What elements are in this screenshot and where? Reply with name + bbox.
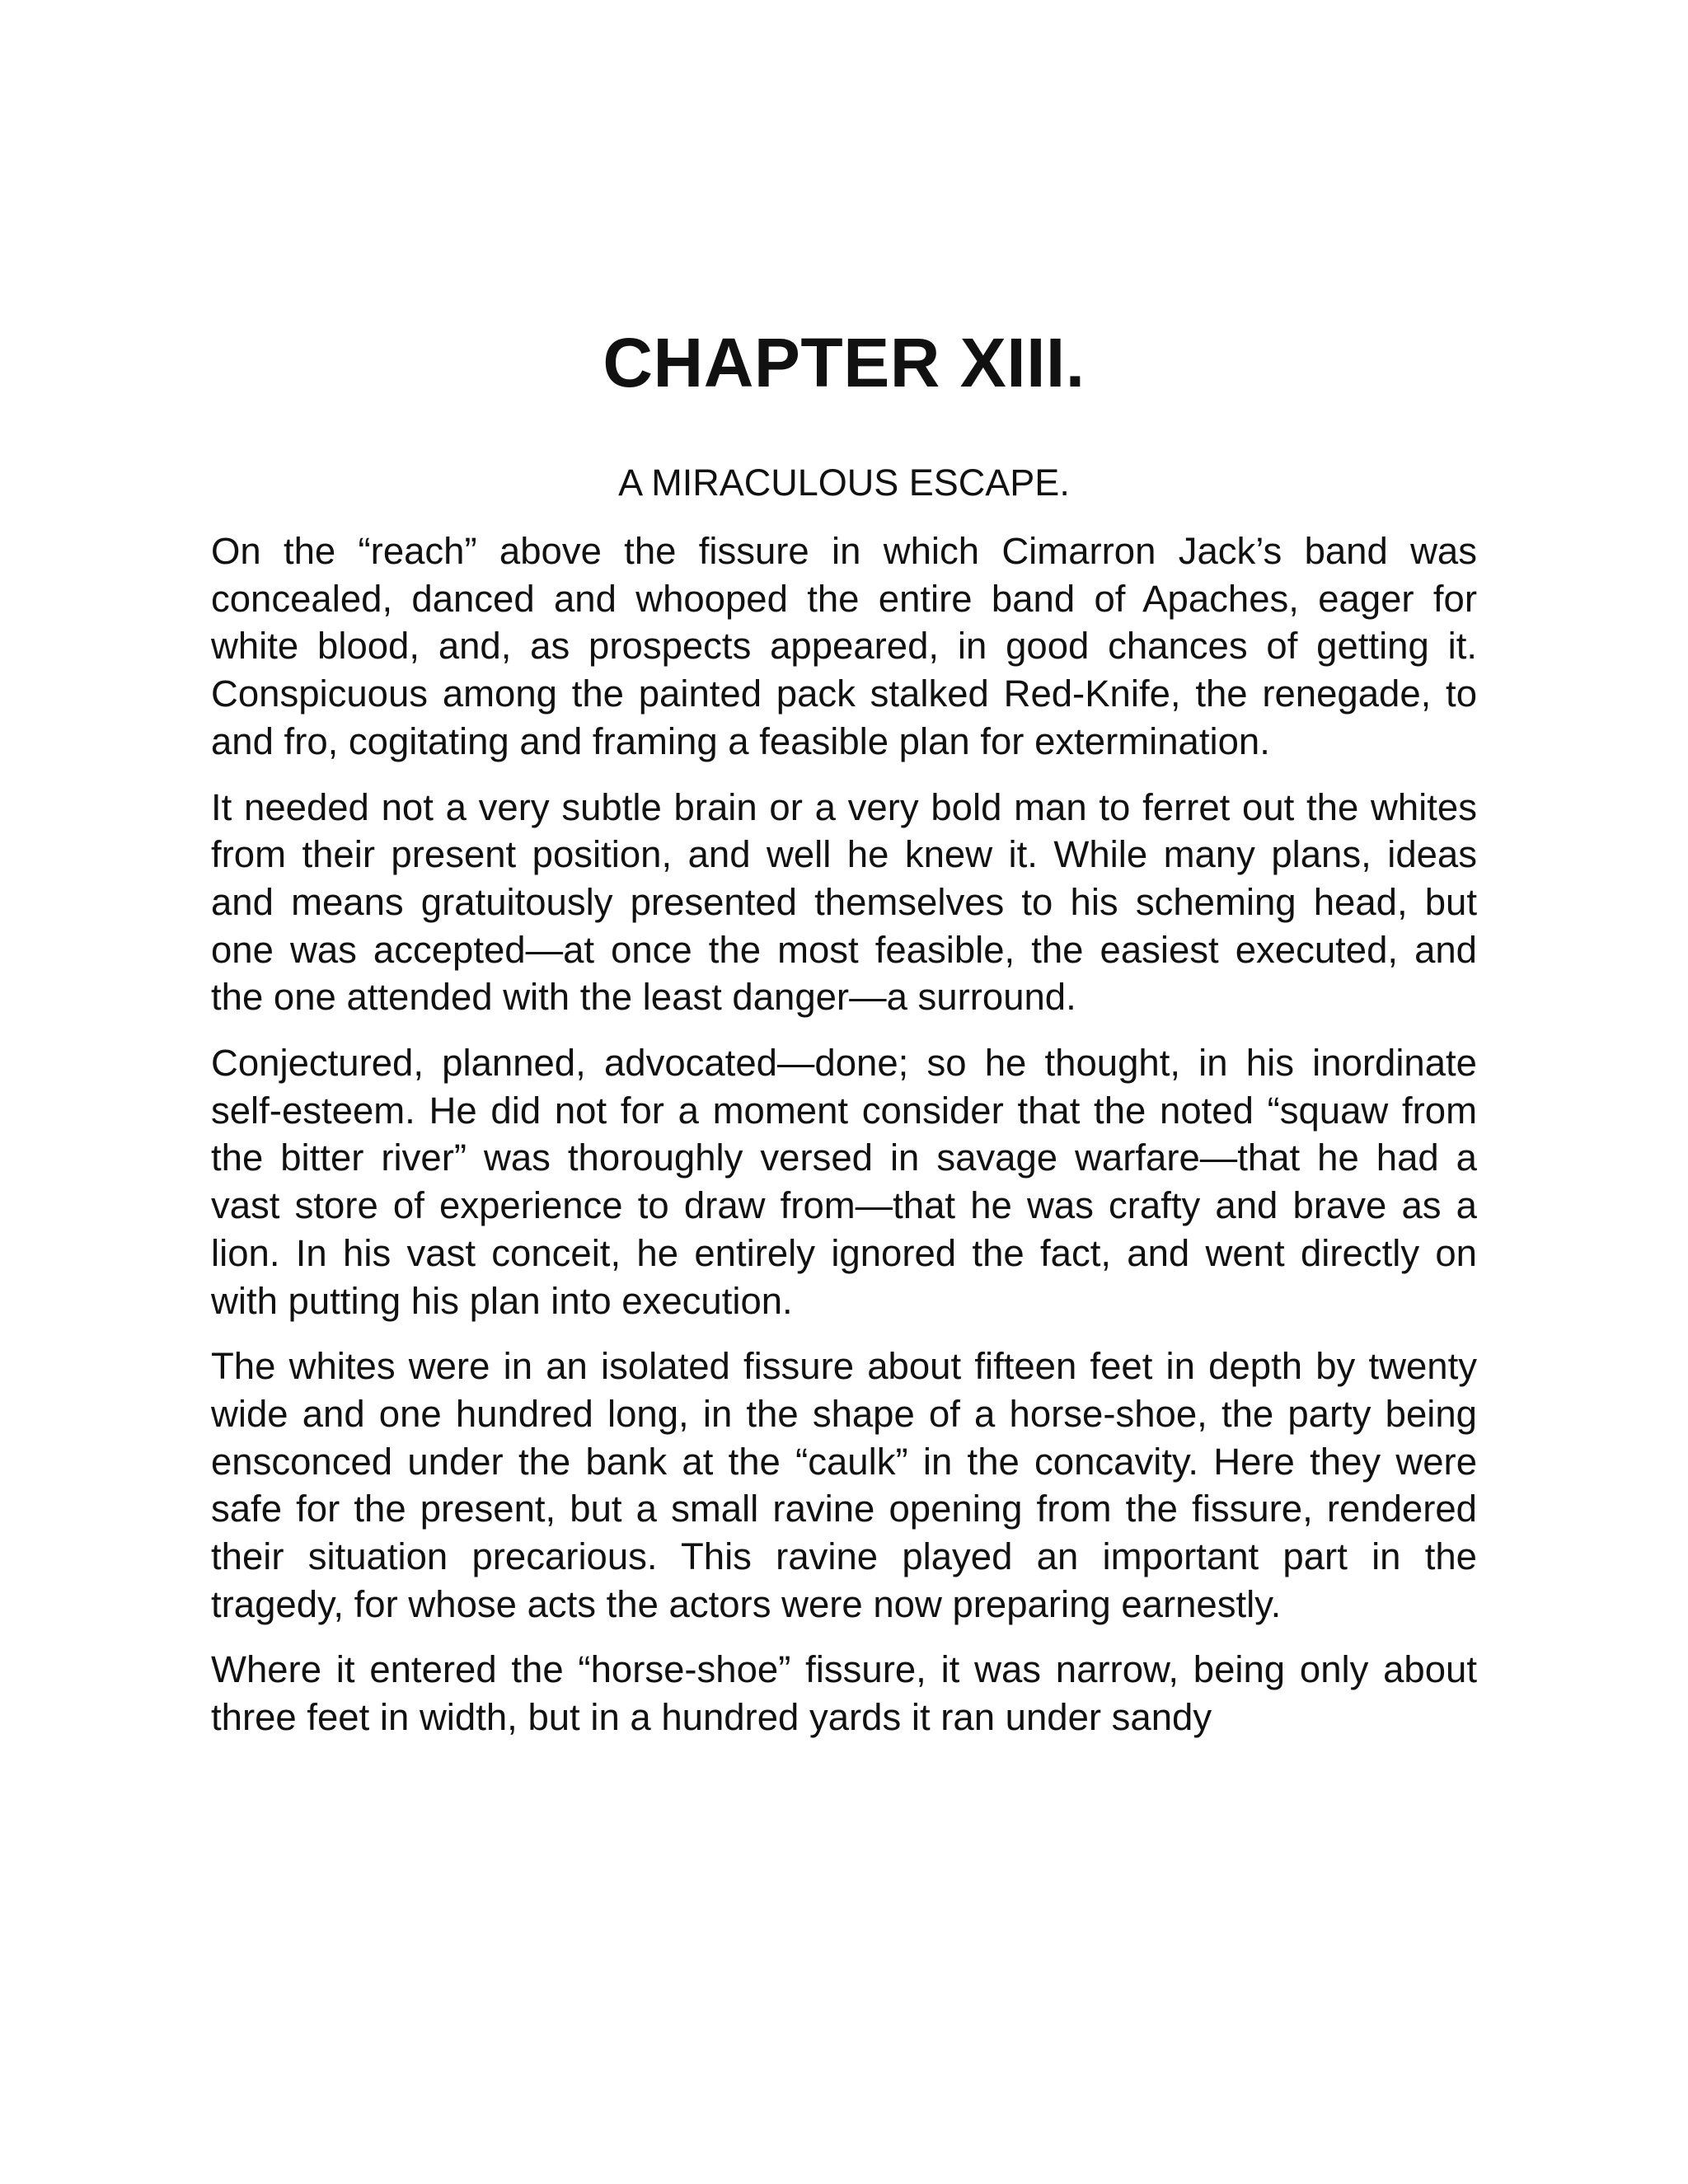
paragraph: Conjectured, planned, advocated—done; so he thought, in his inordinate self-esteem. He did not for a moment consider that the noted “squaw from the bitter river” was thoroughly versed in savage warfare—that he had a vast store of experience to draw from—that he was crafty and brave as a lion. In his vast conceit, he entirely ignored the fact, and went directly on with putting his plan into execution. xyxy=(211,1042,1477,1322)
paragraph: Where it entered the “horse-shoe” fissure, it was narrow, being only about three feet in width, but in a hundred yards it ran under sandy xyxy=(211,1648,1477,1739)
paragraph: On the “reach” above the fissure in which Cimarron Jack’s band was concealed, danced and whooped the entire band of Apaches, eager for white blood, and, as prospects appeared, in good chances of getting it. Conspicuous among the painted pack stalked Red-Knife, the renegade, to and fro, cogitating and framing a feasible plan for extermination. xyxy=(211,530,1477,762)
paragraph: It needed not a very subtle brain or a very bold man to ferret out the whites from their present position, and well he knew it. While many plans, ideas and means gratuitously presented themselves to his scheming head, but one was accepted—at once the most feasible, the easiest executed, and the one attended with the least danger—a surround. xyxy=(211,785,1477,1019)
chapter-body xyxy=(211,527,1477,1760)
chapter-title: CHAPTER XIII. xyxy=(603,324,1085,401)
chapter-subtitle: A MIRACULOUS ESCAPE. xyxy=(618,462,1070,504)
paragraph: The whites were in an isolated fissure about fifteen feet in depth by twenty wide and one hundred long, in the shape of a horse-shoe, the party being ensconced under the bank at the “caulk” in the concavity. Here they were safe for the present, but a small ravine opening from the fissure, rendered their situation precarious. This ravine played an important part in the tragedy, for whose acts the actors were now preparing earnestly. xyxy=(211,1345,1477,1625)
